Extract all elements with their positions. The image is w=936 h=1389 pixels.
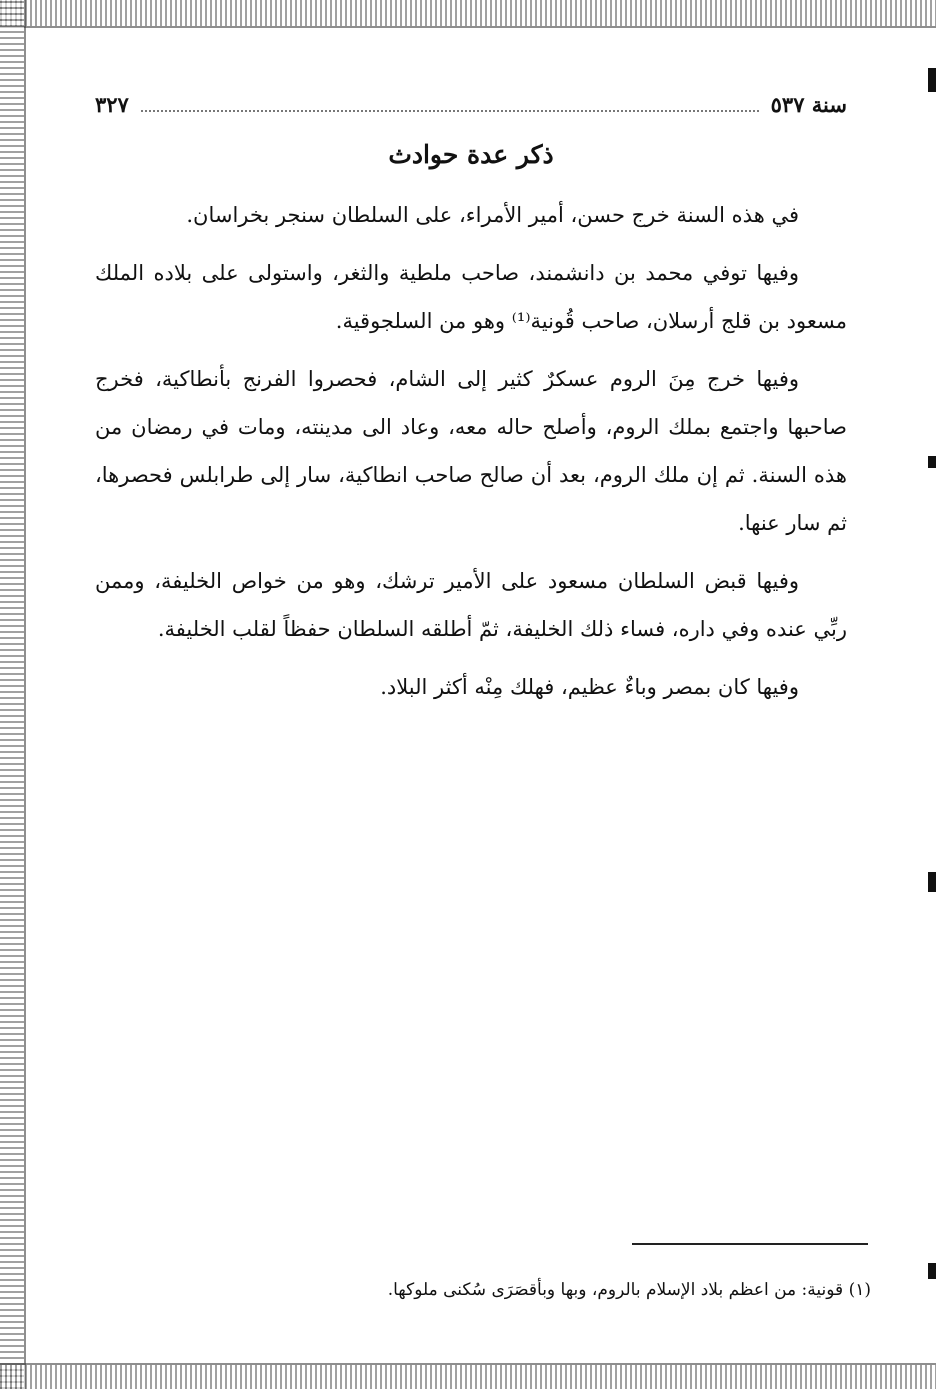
page-number: ٣٢٧ xyxy=(95,92,129,117)
ornamental-border-left xyxy=(0,0,26,1389)
ornamental-border-top xyxy=(0,0,936,28)
running-header xyxy=(95,92,847,126)
running-header-year: سنة ٥٣٧ xyxy=(770,92,847,117)
paragraph: وفيها كان بمصر وباءٌ عظيم، فهلك مِنْه أكثر البلاد. xyxy=(380,675,799,699)
edge-mark xyxy=(928,68,936,92)
page-body xyxy=(95,92,847,721)
edge-mark xyxy=(928,872,936,892)
paragraph: وفيها قبض السلطان مسعود على الأمير ترشك، وهو من خواص الخليفة، وممن ربِّي عنده وفي داره، فساء ذلك الخليفة، ثمّ أطلقه السلطان حفظاً لقلب الخليفة. xyxy=(95,569,847,641)
paragraph: في هذه السنة خرج حسن، أمير الأمراء، على السلطان سنجر بخراسان. xyxy=(186,203,799,227)
paragraph: وفيها خرج مِنَ الروم عسكرٌ كثير إلى الشام، فحصروا الفرنج بأنطاكية، فخرج صاحبها واجتمع بملك الروم، وأصلح حاله معه، وعاد الى مدينته، ومات في رمضان من هذه السنة. ثم إن ملك الروم، بعد أن صالح صاحب انطاكية، سار إلى طرابلس فحصرها، ثم سار عنها. xyxy=(95,367,847,535)
dotted-leader xyxy=(141,98,759,112)
footnote: (١) قونية: من اعظم بلاد الإسلام بالروم، وبها وبأقصَرَى سُكنى ملوكها. xyxy=(387,1280,871,1300)
footnote-separator xyxy=(632,1243,868,1245)
section-title: ذكر عدة حوادث xyxy=(388,140,554,169)
edge-mark xyxy=(928,456,936,468)
paragraph: وفيها توفي محمد بن دانشمند، صاحب ملطية والثغر، واستولى على بلاده الملك مسعود بن قلج أرسلان، صاحب قُونية⁽¹⁾ وهو من السلجوقية. xyxy=(95,261,847,333)
ornamental-border-bottom xyxy=(0,1363,936,1389)
edge-mark xyxy=(928,1263,936,1279)
